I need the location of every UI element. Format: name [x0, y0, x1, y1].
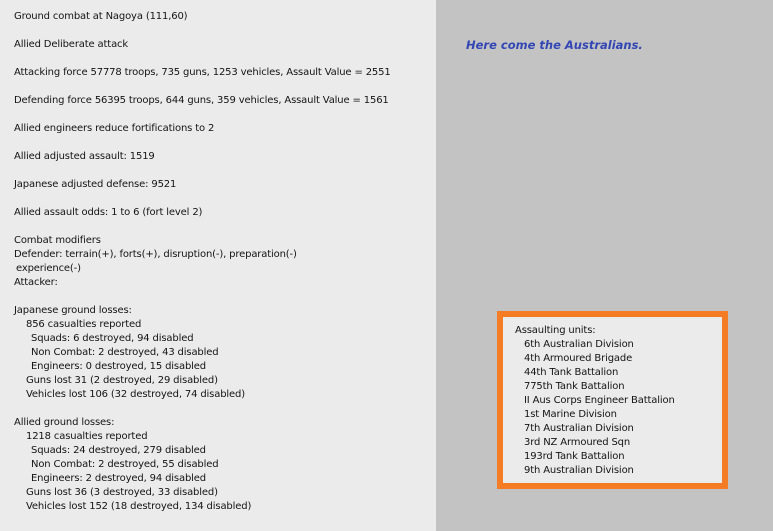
japanese-casualties: 856 casualties reported: [26, 319, 142, 330]
attacker-modifiers: Attacker:: [14, 277, 58, 288]
defender-modifiers: Defender: terrain(+), forts(+), disruption(-), preparation(-): [14, 249, 297, 260]
assaulting-units-box: [497, 311, 728, 489]
engineers-note: Allied engineers reduce fortifications to 2: [14, 123, 215, 134]
allied-engineers: Engineers: 2 destroyed, 94 disabled: [31, 473, 206, 484]
defending-force: Defending force 56395 troops, 644 guns, 359 vehicles, Assault Value = 1561: [14, 95, 389, 106]
japanese-vehicles: Vehicles lost 106 (32 destroyed, 74 disabled): [26, 389, 245, 400]
attack-type: Allied Deliberate attack: [14, 39, 129, 50]
unit-item: 1st Marine Division: [524, 409, 617, 420]
unit-item: II Aus Corps Engineer Battalion: [524, 395, 675, 406]
assault-odds: Allied assault odds: 1 to 6 (fort level 2): [14, 207, 203, 218]
allied-guns: Guns lost 36 (3 destroyed, 33 disabled): [26, 487, 218, 498]
japanese-noncombat: Non Combat: 2 destroyed, 43 disabled: [31, 347, 219, 358]
allied-adjusted-assault: Allied adjusted assault: 1519: [14, 151, 155, 162]
unit-item: 3rd NZ Armoured Sqn: [524, 437, 631, 448]
unit-item: 7th Australian Division: [524, 423, 634, 434]
unit-item: 193rd Tank Battalion: [524, 451, 625, 462]
japanese-adjusted-defense: Japanese adjusted defense: 9521: [14, 179, 177, 190]
allied-squads: Squads: 24 destroyed, 279 disabled: [31, 445, 206, 456]
caption-text: Here come the Australians.: [466, 38, 643, 52]
allied-casualties: 1218 casualties reported: [26, 431, 148, 442]
allied-noncombat: Non Combat: 2 destroyed, 55 disabled: [31, 459, 219, 470]
attacking-force: Attacking force 57778 troops, 735 guns, 1253 vehicles, Assault Value = 2551: [14, 67, 391, 78]
unit-item: 6th Australian Division: [524, 339, 634, 350]
japanese-losses-header: Japanese ground losses:: [14, 305, 132, 316]
modifiers-header: Combat modifiers: [14, 235, 101, 246]
allied-losses-header: Allied ground losses:: [14, 417, 115, 428]
report-title: Ground combat at Nagoya (111,60): [14, 11, 188, 22]
unit-item: 775th Tank Battalion: [524, 381, 625, 392]
unit-item: 9th Australian Division: [524, 465, 634, 476]
defender-modifiers-cont: experience(-): [16, 263, 81, 274]
japanese-guns: Guns lost 31 (2 destroyed, 29 disabled): [26, 375, 218, 386]
japanese-squads: Squads: 6 destroyed, 94 disabled: [31, 333, 194, 344]
assaulting-units-header: Assaulting units:: [515, 325, 596, 336]
allied-vehicles: Vehicles lost 152 (18 destroyed, 134 disabled): [26, 501, 252, 512]
unit-item: 44th Tank Battalion: [524, 367, 619, 378]
japanese-engineers: Engineers: 0 destroyed, 15 disabled: [31, 361, 206, 372]
unit-item: 4th Armoured Brigade: [524, 353, 633, 364]
